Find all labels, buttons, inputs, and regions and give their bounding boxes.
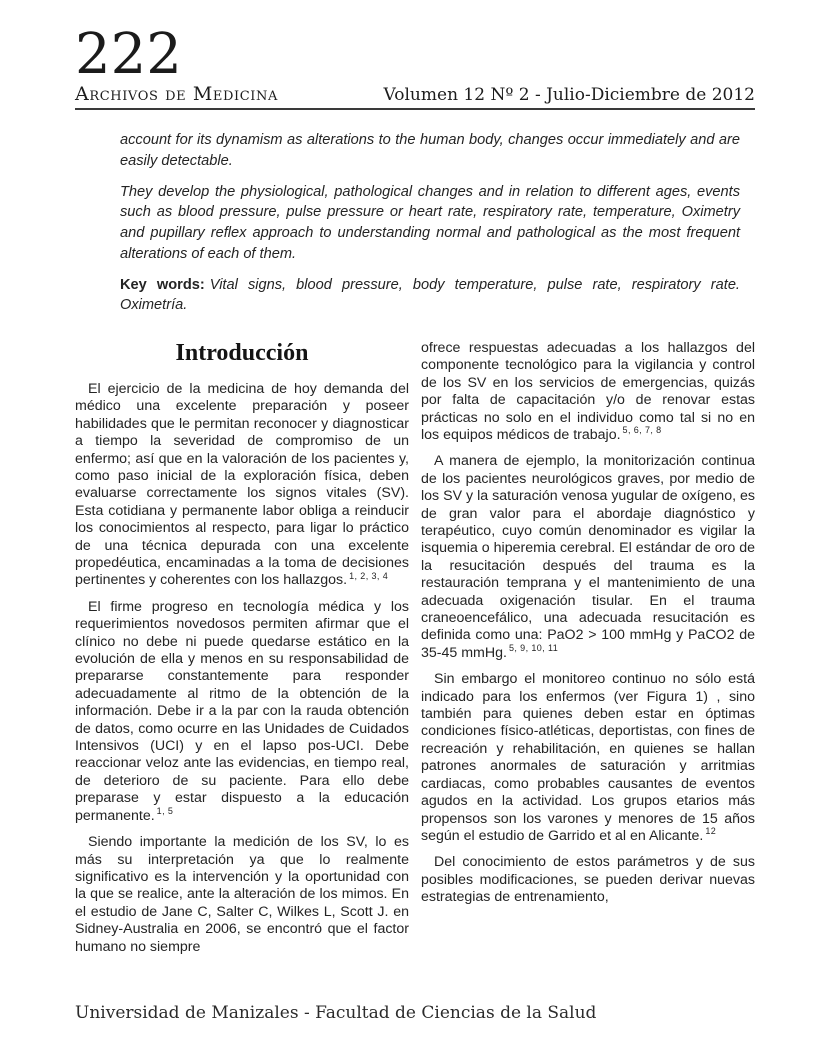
page-header <box>0 0 828 110</box>
reference-superscript: 1, 5 <box>156 805 174 816</box>
page-footer <box>75 1003 596 1023</box>
paragraph-text: Del conocimiento de estos parámetros y de sus posibles modificaciones, se pueden derivar nuevas estrategias de entrenamiento, <box>421 854 755 906</box>
body-paragraph <box>421 671 755 845</box>
paragraph-text: ofrece respuestas adecuadas a los hallazgos del componente tecnológico para la vigilancia y control de los SV en los servicios de emergencias, quizás por falta de capacitación y/o de renovar estas prácticas no solo en el individuo como tal si no en los equipos médicos de trabajo. <box>421 339 755 443</box>
reference-superscript: 5, 9, 10, 11 <box>508 643 559 654</box>
reference-superscript: 5, 6, 7, 8 <box>622 425 662 436</box>
section-heading: Introducción <box>175 339 309 366</box>
footer-text: Universidad de Manizales - Facultad de Ciencias de la Salud <box>75 1003 597 1023</box>
journal-title-row <box>75 83 755 105</box>
header-rule <box>75 108 755 110</box>
left-column <box>75 340 409 965</box>
paragraph-text: El firme progreso en tecnología médica y los requerimientos novedosos permiten afirmar que el clínico no debe ni puede quedarse estático en la evolución de ella y menos en su responsabilidad de prepararse constantemente para responder adecuadamente al ritmo de la obtención de la información. Debe ir a la par con la rauda obtención de datos, como ocurre en las Unidades de Cuidados Intensivos (UCI) y en el lapso pos-UCI. Debe reaccionar veloz ante las evidencias, en tiempo real, de deterioro de su paciente. Para ello debe preparase y estar dispuesto a la educación permanente. <box>75 598 409 824</box>
page-number: 222 <box>75 22 182 87</box>
abstract-paragraph: They develop the physiological, pathological changes and in relation to different ages, events such as blood pressure, pulse pressure or heart rate, respiratory rate, temperature, Oximetry and pupillary reflex approach to understanding normal and pathological as the most frequent alterations of each of them. <box>120 183 740 262</box>
body-paragraph <box>421 854 755 906</box>
body-paragraph <box>421 340 755 444</box>
reference-superscript: 1, 2, 3, 4 <box>349 570 389 581</box>
two-column-body <box>75 340 755 965</box>
volume-info: Volumen 12 Nº 2 - Julio-Diciembre de 2012 <box>383 85 755 106</box>
right-column <box>421 340 755 965</box>
abstract-section <box>120 130 740 316</box>
paragraph-text: El ejercicio de la medicina de hoy demanda del médico una excelente preparación y poseer habilidades que le permitan reconocer y diagnosticar a tiempo la severidad de compromiso de un enfermo; así que en la valoración de los pacientes y, como paso inicial de la exploración física, deben evaluarse correctamente los signos vitales (SV). Esta cotidiana y permanente labor obliga a reinducir los conocimientos al respecto, para ligar lo práctico de una técnica depurada con una excelente propedéutica, encaminadas a la toma de decisiones pertinentes y coherentes con los hallazgos. <box>75 380 409 589</box>
abstract-paragraph: account for its dynamism as alterations to the human body, changes occur immediately and are easily detectable. <box>120 132 740 169</box>
body-paragraph <box>75 381 409 590</box>
keywords-paragraph <box>120 275 740 316</box>
body-paragraph <box>75 599 409 825</box>
keywords-label: Key words: <box>120 276 205 293</box>
body-paragraph <box>75 834 409 956</box>
reference-superscript: 12 <box>705 826 717 837</box>
paragraph-text: Siendo importante la medición de los SV, lo es más su interpretación ya que lo realmente significativo es la intervención y la oportunidad con la que se realice, ante la alteración de los mimos. En el estudio de Jane C, Salter C, Wilkes L, Scott J. en Sidney-Australia en 2006, se encontró que el factor humano no siempre <box>75 834 409 955</box>
journal-name: Archivos de Medicina <box>75 83 278 106</box>
paragraph-text: A manera de ejemplo, la monitorización continua de los pacientes neurológicos graves, por medio de los SV y la saturación venosa yugular de oxígeno, es de gran valor para el abordaje diagnóstico y terapéutico, cuyo común denominador es vigilar la isquemia o hiperemia cerebral. El estándar de oro de la resucitación después del trauma es la restauración temprana y el mantenimiento de una adecuada oxigenación tisular. En el trauma craneoencefálico, una adecuada resucitación es definida como una: PaO2 > 100 mmHg y PaCO2 de 35-45 mmHg. <box>421 453 755 661</box>
body-paragraph <box>421 453 755 662</box>
paragraph-text: Sin embargo el monitoreo continuo no sólo está indicado para los enfermos (ver Figura 1) , sino también para quienes deben estar en óptimas condiciones físico-atléticas, deportistas, con fines de recreación y rehabilitación, en quienes se hallan patrones anormales de saturación y arritmias cardiacas, como probables causantes de eventos agudos en la actividad. Los grupos etarios más propensos son los varones y menores de 15 años según el estudio de Garrido et al en Alicante. <box>421 671 755 844</box>
keywords-text: Vital signs, blood pressure, body temperature, pulse rate, respiratory rate. Oximetría. <box>120 276 740 314</box>
